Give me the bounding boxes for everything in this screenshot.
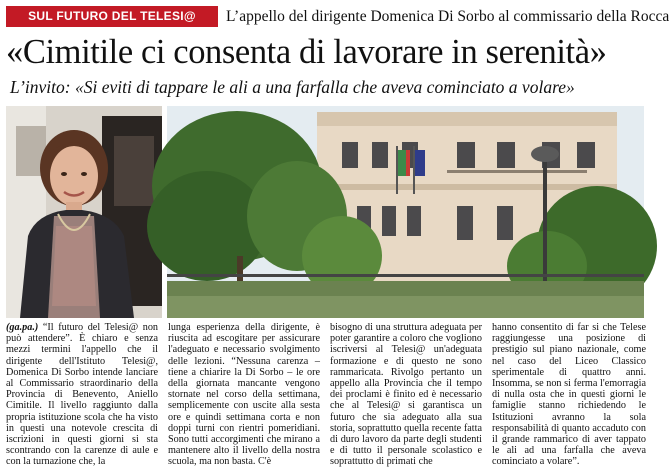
- article-column-1: [6, 322, 159, 468]
- portrait-photo: [6, 106, 162, 318]
- headline: «Cimitile ci consenta di lavorare in serenità»: [6, 33, 607, 71]
- school-building-photo: [167, 106, 644, 318]
- column-text: lunga esperienza della dirigente, è riuscita ad escogitare per assicurare l'adeguato e necessario svolgimento delle lezioni. “Nessuna carenza – tiene a chiarire la Di Sorbo – le ore della giornata mancante vengono stornate nel corso della settimana, semplicemente con uscite alla sesta ore e quindi settimana corta e non doppi turni con rientri pomeridiani. Sono tutti accorgimenti che mirano a mantenere alto il livello della nostra scuola, ma non basta. C'è: [168, 322, 320, 468]
- subheadline: L’invito: «Si eviti di tappare le ali a una farfalla che aveva cominciato a volare»: [10, 77, 575, 97]
- overline: L’appello del dirigente Domenica Di Sorbo al commissario della Rocca: [226, 8, 669, 25]
- article-column-4: [492, 322, 646, 468]
- column-text: bisogno di una struttura adeguata per poter garantire a coloro che vogliono iscriversi al Telesi@ un'adeguata formazione e di questo ne sono rammaricata. Rivolgo pertanto un appello alla Provincia che il tempo dei proclami è finito ed è necessario che al Telesi@ si garantisca un futuro che sia adeguato alla sua storia, soprattutto quella recente fatta di duro lavoro da parte degli studenti e di tutto il personale scolastico e soprattutto di primati che: [330, 322, 482, 468]
- column-text: hanno consentito di far si che Telese raggiungesse una posizione di prestigio sul piano nazionale, come nel caso del Liceo Classico sperimentale di quattro anni. Insomma, se non si ferma l'emorragia di nulla osta che in questi giorni le famiglie stanno richiedendo le Istituzioni avranno la sola responsabilità di quanto accaduto con il grande rammarico di aver tappato le ali ad una farfalla che aveva cominciato a volare”.: [492, 322, 646, 468]
- section-kicker: SUL FUTURO DEL TELESI@: [6, 6, 218, 27]
- column-text: “Il futuro del Telesi@ non può attendere”. È chiaro e senza mezzi termini l'appello che il dirigente dell'Istituto Telesi@, Domenica Di Sorbo intende lanciare al Commissario straordinario della Provincia di Benevento, Aniello Cimitile. Il livello raggiunto dalla propria istituzione scola che ha visto in questi una notevole crescita di iscrizioni in questi giorni si sta scontrando con la carenze di aule e con la turnazione che, la: [6, 322, 159, 468]
- article-body: [6, 322, 646, 468]
- article-column-3: [330, 322, 482, 468]
- byline: (ga.pa.): [6, 322, 39, 333]
- article-column-2: [168, 322, 320, 468]
